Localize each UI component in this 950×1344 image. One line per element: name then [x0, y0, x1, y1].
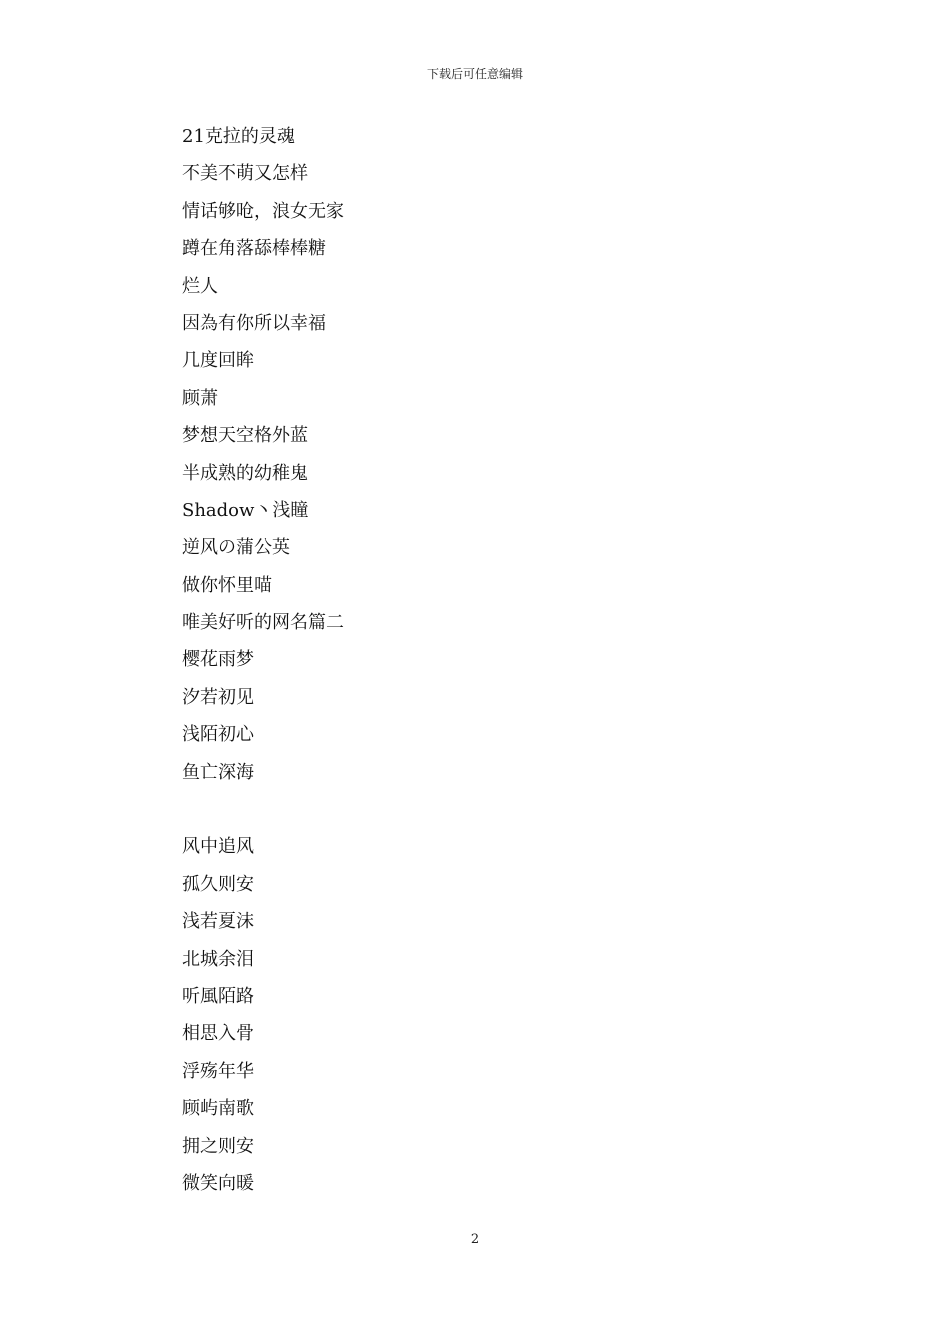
text-line: 21克拉的灵魂 [182, 126, 295, 147]
text-line: 因為有你所以幸福 [182, 312, 326, 334]
text-line: 汐若初见 [182, 686, 254, 708]
text-line: 浅陌初心 [182, 724, 254, 746]
text-line: 樱花雨梦 [182, 649, 254, 671]
page-header: 下载后可任意编辑 [426, 67, 523, 81]
text-line: 听風陌路 [182, 985, 254, 1007]
text-line: 几度回眸 [182, 350, 254, 372]
text-line: 浮殇年华 [182, 1060, 254, 1082]
text-line: 不美不萌又怎样 [182, 163, 308, 185]
text-line: 北城余泪 [182, 948, 254, 970]
text-line: 烂人 [182, 275, 218, 297]
text-line: 半成熟的幼稚鬼 [182, 462, 308, 484]
text-line: 微笑向暖 [182, 1172, 254, 1194]
document-body [182, 118, 782, 1202]
text-line: 鱼亡深海 [182, 761, 254, 783]
text-line: 蹲在角落舔棒棒糖 [182, 238, 326, 260]
text-line: 逆风の蒲公英 [182, 537, 290, 559]
text-line: 风中追风 [182, 836, 254, 858]
blank-line [182, 791, 782, 828]
page-number: 2 [470, 1232, 480, 1247]
text-line: 相思入骨 [182, 1023, 254, 1045]
text-line: 浅若夏沫 [182, 911, 254, 933]
text-line: 拥之则安 [182, 1135, 254, 1157]
text-line: 顾萧 [182, 387, 218, 409]
text-line: 顾屿南歌 [182, 1098, 254, 1120]
text-line: 孤久则安 [182, 873, 254, 895]
text-line: 梦想天空格外蓝 [182, 425, 308, 447]
section-heading: 唯美好听的网名篇二 [182, 612, 344, 634]
text-line: 做你怀里喵 [182, 574, 272, 596]
text-line: Shadow丶浅瞳 [182, 499, 309, 521]
text-line: 情话够呛，浪女无家 [182, 200, 344, 222]
